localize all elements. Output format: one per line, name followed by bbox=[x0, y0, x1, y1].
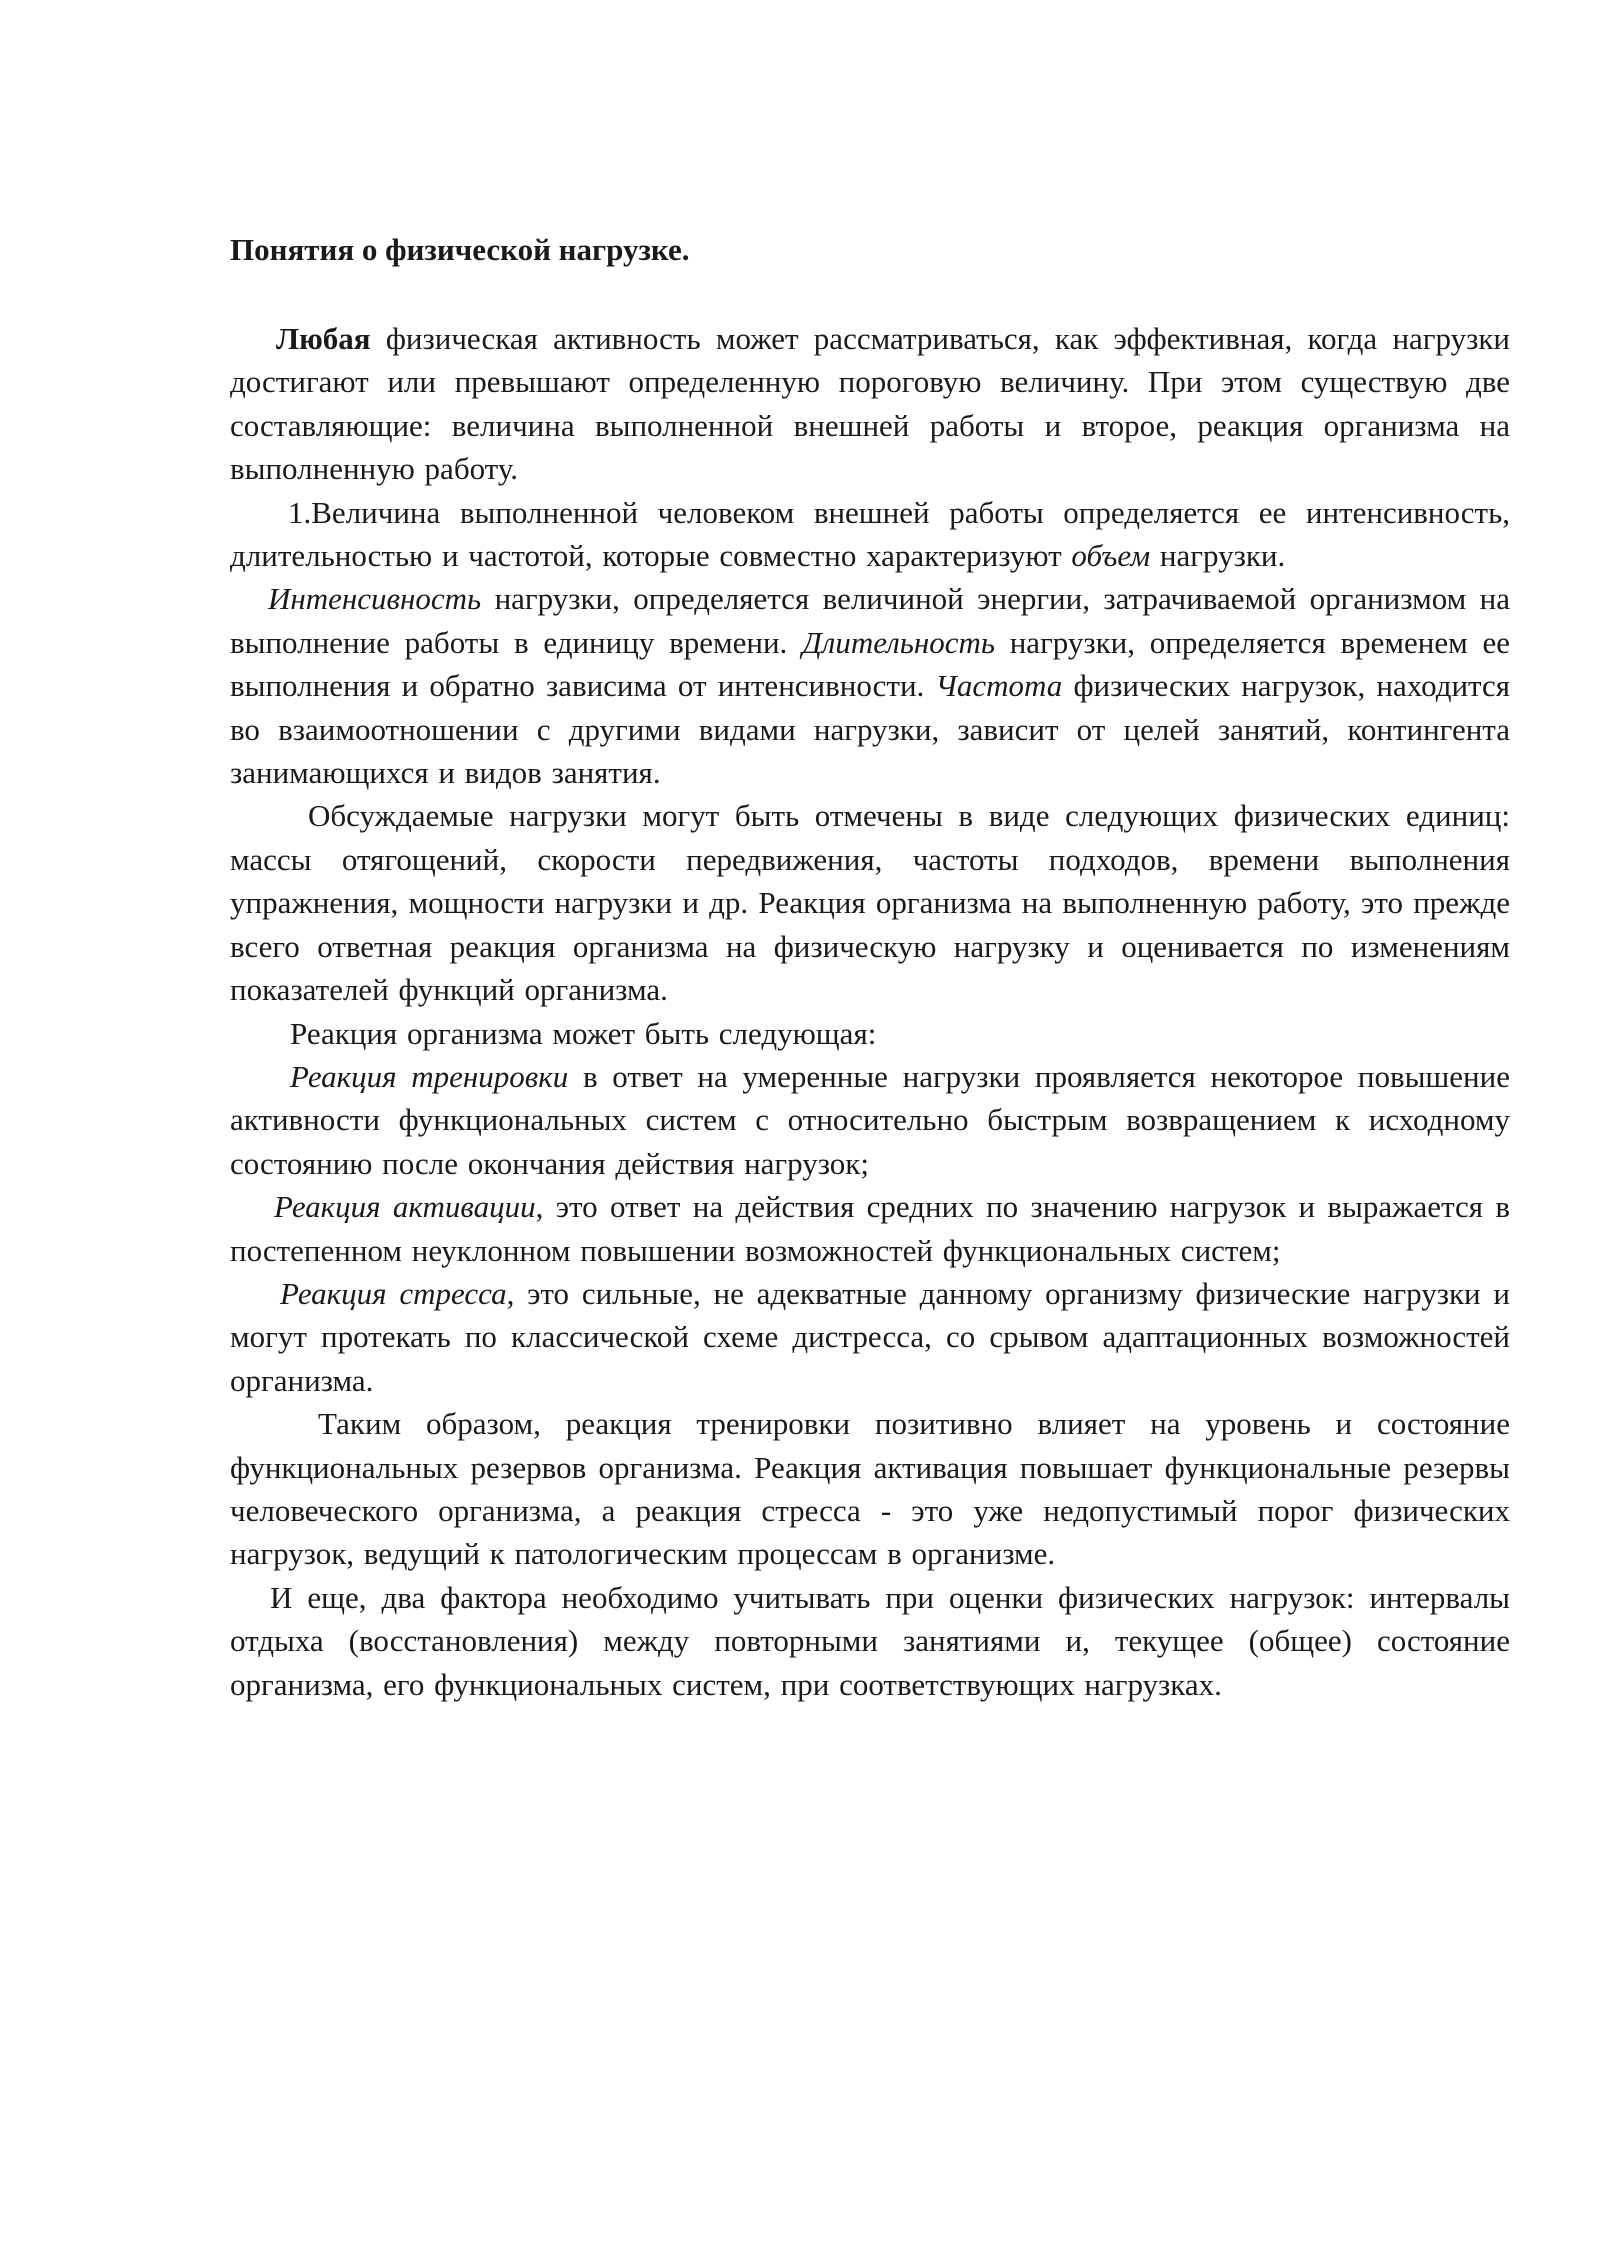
paragraph-text: нагрузки, определяется временем ее выполнения и обратно зависима от интенсивности. bbox=[230, 624, 1510, 704]
paragraph-text: Реакция организма может быть следующая: bbox=[290, 1015, 877, 1051]
paragraph-conclusion bbox=[230, 1402, 1510, 1576]
term-activation-reaction: Реакция активации bbox=[274, 1189, 536, 1225]
paragraph-intensity bbox=[230, 577, 1510, 794]
paragraph-units bbox=[230, 794, 1510, 1011]
paragraph-text: Обсуждаемые нагрузки могут быть отмечены в виде следующих физических единиц: массы отягощений, скорости передвижения, частоты подходов, времени выполнения упражнения, мощности нагрузки и др. Реакция организма на выполненную работу, это прежде всего ответная реакция организма на физическую нагрузку и оценивается по изменениям показателей функций организма. bbox=[230, 798, 1510, 1008]
paragraph-factors bbox=[230, 1576, 1510, 1706]
term-stress-reaction: Реакция стресса bbox=[280, 1275, 507, 1311]
paragraph-text: , это ответ на действия средних по значению нагрузок и выражается в постепенном неуклонном повышении возможностей функциональных систем; bbox=[230, 1189, 1510, 1268]
paragraph-activation bbox=[230, 1185, 1510, 1272]
term-intensity: Интенсивность bbox=[268, 581, 482, 617]
term-volume: объем bbox=[1071, 538, 1151, 574]
document-title: Понятия о физической нагрузке. bbox=[230, 232, 690, 267]
paragraph-text: , это сильные, не адекватные данному организму физические нагрузки и могут протекать по классической схеме дистресса, со срывом адаптационных возможностей организма. bbox=[230, 1275, 1511, 1398]
term-frequency: Частота bbox=[935, 668, 1063, 704]
paragraph-text: Таким образом, реакция тренировки позитивно влияет на уровень и состояние функциональных резервов организма. Реакция активация повышает функциональные резервы человеческого организма, а реакция стресса - это уже недопустимый порог физических нагрузок, ведущий к патологическим процессам в организме. bbox=[230, 1406, 1510, 1572]
document-page bbox=[230, 228, 1510, 1706]
paragraph-stress bbox=[230, 1272, 1510, 1402]
term-duration: Длительность bbox=[802, 624, 995, 660]
term-training-reaction: Реакция тренировки bbox=[290, 1058, 569, 1094]
paragraph-text: физических нагрузок, находится во взаимоотношении с другими видами нагрузки, зависит от целей занятий, контингента занимающихся и видов занятия. bbox=[230, 668, 1510, 791]
lead-word: Любая bbox=[276, 321, 371, 356]
paragraph-text: физическая активность может рассматриваться, как эффективная, когда нагрузки достигают или превышают определенную пороговую величину. При этом существую две составляющие: величина выполненной внешней работы и второе, реакция организма на выполненную работу. bbox=[230, 321, 1510, 487]
paragraph-training bbox=[230, 1055, 1510, 1185]
paragraph-volume bbox=[230, 491, 1510, 578]
paragraph-text: нагрузки, определяется величиной энергии, затрачиваемой организмом на выполнение работы в единицу времени. bbox=[230, 581, 1510, 660]
paragraph-text: нагрузки. bbox=[1150, 538, 1286, 574]
paragraph-text: в ответ на умеренные нагрузки проявляется некоторое повышение активности функциональных систем с относительно быстрым возвращением к исходному состоянию после окончания действия нагрузок; bbox=[230, 1058, 1511, 1181]
paragraph-intro bbox=[230, 317, 1510, 491]
paragraph-reaction-intro bbox=[230, 1012, 1510, 1055]
paragraph-text: 1.Величина выполненной человеком внешней работы определяется ее интенсивность, длительностью и частотой, которые совместно характеризуют bbox=[230, 494, 1510, 574]
paragraph-text: И еще, два фактора необходимо учитывать при оценки физических нагрузок: интервалы отдыха (восстановления) между повторными занятиями и, текущее (общее) состояние организма, его функциональных систем, при соответствующих нагрузках. bbox=[230, 1579, 1510, 1702]
